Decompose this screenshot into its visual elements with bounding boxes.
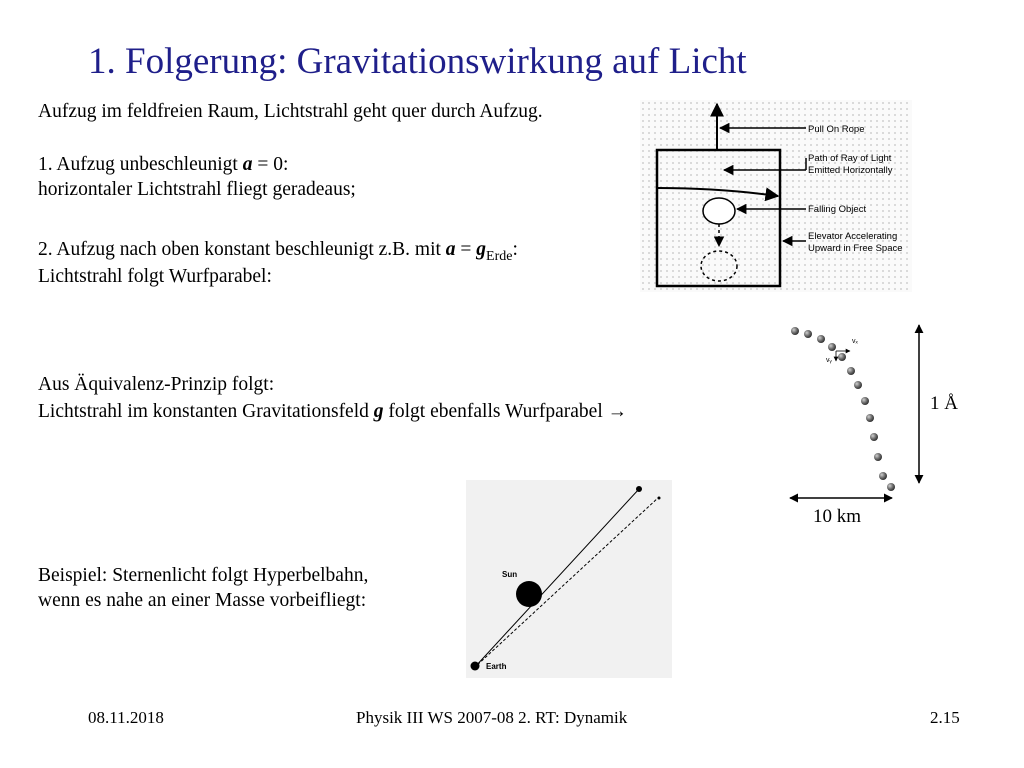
trajectory-point — [861, 397, 869, 405]
case2-line1 — [38, 238, 518, 268]
star-actual — [636, 486, 642, 492]
trajectory-point — [874, 453, 882, 461]
case1-post: = 0: — [252, 154, 289, 175]
footer-date: 08.11.2018 — [88, 708, 164, 727]
trajectory-point — [879, 472, 887, 480]
trajectory-points — [791, 327, 895, 491]
trajectory-point — [804, 330, 812, 338]
trajectory-point — [870, 433, 878, 441]
label-elevator-2: Upward in Free Space — [808, 243, 903, 254]
earth-label: Earth — [486, 662, 507, 671]
apparent-ray — [474, 497, 659, 668]
case2-line2: Lichtstrahl folgt Wurfparabel: — [38, 266, 272, 287]
trajectory-point — [887, 483, 895, 491]
label-pull-rope: Pull On Rope — [808, 124, 865, 135]
case1-line2: horizontaler Lichtstrahl fliegt geradeaus; — [38, 179, 356, 200]
earth-dot — [471, 662, 480, 671]
trajectory-point — [791, 327, 799, 335]
label-falling-object: Falling Object — [808, 204, 867, 215]
parabola-diagram — [780, 315, 980, 525]
case2-post: : — [512, 239, 518, 260]
elevator-diagram — [640, 100, 912, 292]
intro-text: Aufzug im feldfreien Raum, Lichtstrahl geht quer durch Aufzug. — [38, 101, 543, 122]
var-a: a — [445, 239, 456, 260]
case2-pre: 2. Aufzug nach oben konstant beschleunigt z.B. mit — [38, 239, 446, 260]
example-line1: Beispiel: Sternenlicht folgt Hyperbelbahn, — [38, 565, 369, 586]
trajectory-point — [866, 414, 874, 422]
trajectory-point — [838, 353, 846, 361]
sun-disc — [516, 581, 542, 607]
var-g: g — [476, 239, 487, 260]
trajectory-point — [854, 381, 862, 389]
case1-pre: 1. Aufzug unbeschleunigt — [38, 154, 243, 175]
footer-course: Physik III WS 2007-08 2. RT: Dynamik — [356, 708, 628, 727]
trajectory-point — [847, 367, 855, 375]
case2-mid: = — [455, 239, 477, 260]
equivalence-line2 — [38, 400, 627, 423]
sun-label: Sun — [502, 570, 518, 579]
trajectory-point — [817, 335, 825, 343]
equiv-post: folgt ebenfalls Wurfparabel → — [383, 401, 628, 422]
subscript-erde: Erde — [486, 248, 513, 264]
label-elevator-1: Elevator Accelerating — [808, 231, 898, 242]
label-path-ray-2: Emitted Horizontally — [808, 165, 893, 176]
equivalence-line1: Aus Äquivalenz-Prinzip folgt: — [38, 374, 275, 395]
case1-line1 — [38, 153, 288, 176]
vertical-measure-label: 1 Å — [930, 393, 958, 414]
vx-label: vₓ — [852, 338, 858, 345]
example-line2: wenn es nahe an einer Masse vorbeifliegt: — [38, 590, 367, 611]
trajectory-point — [828, 343, 836, 351]
deflected-ray — [474, 489, 639, 668]
slide-title: 1. Folgerung: Gravitationswirkung auf Licht — [88, 41, 747, 82]
equiv-pre: Lichtstrahl im konstanten Gravitationsfeld — [38, 401, 374, 422]
horizontal-measure-label: 10 km — [813, 506, 862, 527]
vy-label: vᵧ — [826, 357, 832, 364]
footer-page-number: 2.15 — [930, 708, 960, 727]
starlight-diagram — [466, 480, 672, 678]
star-apparent — [658, 497, 661, 500]
var-g: g — [373, 401, 384, 422]
label-path-ray-1: Path of Ray of Light — [808, 153, 892, 164]
var-a: a — [242, 154, 253, 175]
